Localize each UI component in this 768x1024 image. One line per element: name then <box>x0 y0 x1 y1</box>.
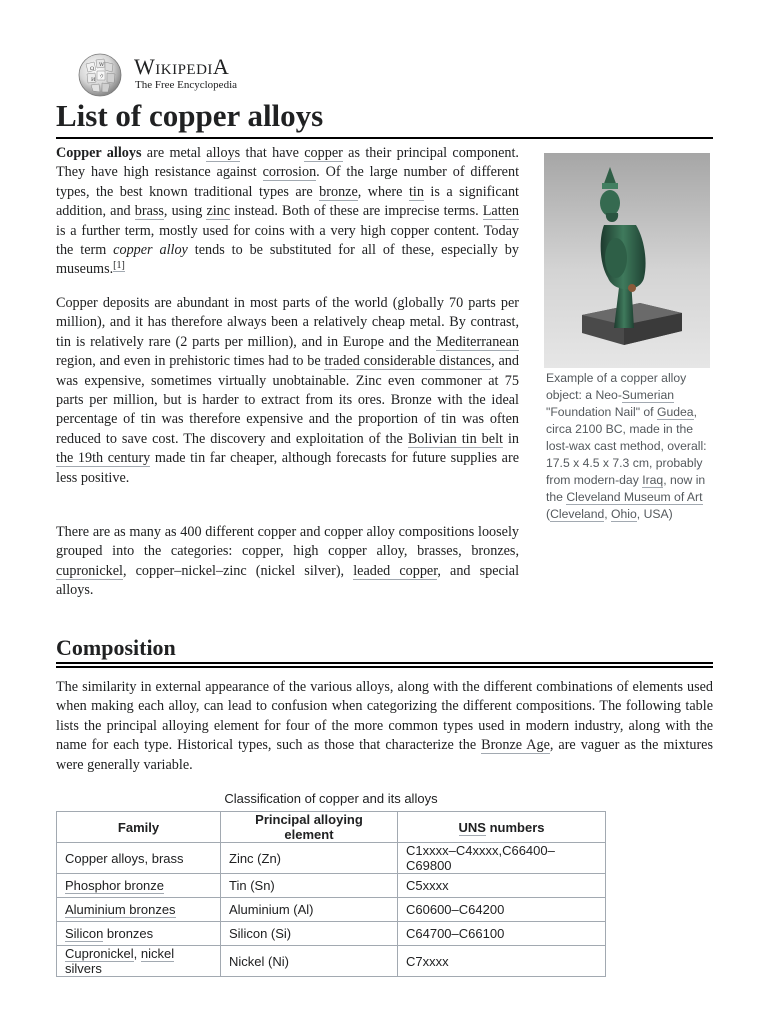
composition-paragraph <box>56 678 713 775</box>
link-19th-century[interactable]: the 19th century <box>56 450 151 467</box>
section-divider <box>56 662 713 664</box>
wordmark-initial: W <box>134 54 156 79</box>
link-mediterranean[interactable]: Mediterranean <box>436 333 519 350</box>
cell-uns: C60600–C64200 <box>398 898 606 922</box>
text-span: as their principal component. They have high resistance against <box>56 145 519 181</box>
cell-uns: C5xxxx <box>398 874 606 898</box>
classification-table <box>56 811 606 977</box>
text-span: , where <box>357 183 409 200</box>
link-cupronickel-table[interactable]: Cupronickel <box>65 946 134 961</box>
table-row <box>57 898 606 922</box>
link-alloys[interactable]: alloys <box>206 145 241 161</box>
wikipedia-wordmark[interactable] <box>134 55 229 79</box>
cell-family <box>57 898 221 922</box>
cell-element: Silicon (Si) <box>221 922 398 946</box>
text-span: Copper deposits are abundant in most parts of the world (globally 70 parts per million), and it has therefore always been a relatively cheap metal. By contrast, tin is relatively rare (2 parts per million), and in Europe and the <box>56 295 519 350</box>
text-span: instead. Both of these are imprecise terms. <box>230 203 483 220</box>
cell-uns: C1xxxx–C4xxxx,C66400–C69800 <box>398 843 606 874</box>
wordmark-final: A <box>212 54 230 79</box>
cell-element: Nickel (Ni) <box>221 946 398 977</box>
header-family: Family <box>57 812 221 843</box>
link-gudea[interactable]: Gudea <box>656 405 694 419</box>
text-span: , using <box>163 203 207 220</box>
text-span: There are as many as 400 different copper and copper alloy compositions loosely grouped into the categories: copper, high copper alloy, brasses, bronzes, <box>56 524 519 560</box>
text-span: in <box>502 430 519 447</box>
cell-uns: C64700–C66100 <box>398 922 606 946</box>
link-silicon[interactable]: Silicon <box>65 926 104 941</box>
intro-paragraph-2 <box>56 294 519 488</box>
link-leaded-copper[interactable]: leaded copper <box>353 562 438 579</box>
text-span: , circa 2100 BC, made in the lost-wax cast method, overall: 17.5 x 4.5 x 7.3 cm, probably from modern-day <box>546 405 707 487</box>
section-divider <box>56 666 713 668</box>
header-element: Principal alloying element <box>221 812 398 843</box>
cell-uns: C7xxxx <box>398 946 606 977</box>
link-cupronickel[interactable]: cupronickel <box>56 562 123 579</box>
page-title: List of copper alloys <box>56 98 324 133</box>
cell-element: Tin (Sn) <box>221 874 398 898</box>
text-span: that have <box>240 145 305 161</box>
link-traded-distances[interactable]: traded considerable distances <box>324 353 492 370</box>
reference-link[interactable]: [1] <box>113 259 125 271</box>
cell-family <box>57 874 221 898</box>
cell-element: Aluminium (Al) <box>221 898 398 922</box>
text-span: , are vaguer as the mixtures were generally variable. <box>56 737 713 773</box>
title-divider <box>56 137 713 139</box>
link-phosphor-bronze[interactable]: Phosphor bronze <box>65 878 165 893</box>
link-uns[interactable]: UNS <box>458 819 486 835</box>
text-span: ( <box>546 507 551 521</box>
text-span: , USA) <box>636 507 673 521</box>
wikipedia-tagline: The Free Encyclopedia <box>135 79 238 91</box>
text-span: , <box>604 507 612 521</box>
table-row <box>57 843 606 874</box>
intro-paragraph-1 <box>56 144 519 280</box>
intro-bold-term: Copper alloys <box>56 145 142 161</box>
text-span: , <box>133 946 141 961</box>
svg-text:W: W <box>99 62 105 68</box>
link-cleveland-museum[interactable]: Cleveland Museum of Art <box>566 490 703 504</box>
link-bronze-age[interactable]: Bronze Age <box>481 737 550 754</box>
table-row <box>57 874 606 898</box>
text-span: , and was expensive, sometimes virtually unobtainable. Zinc even commoner at 75 parts per million, but is harder to extract from its ores. Bronze with the ideal percentage of tin was therefore expensive and the proportion of tin was often reduced to save cost. The discovery and exploitation of the <box>56 353 519 447</box>
italic-term: copper alloy <box>113 242 188 259</box>
text-span: is a further term, mostly used for coins with a very high copper content. Today the term <box>56 222 519 259</box>
link-bolivian-tin-belt[interactable]: Bolivian tin belt <box>407 430 503 447</box>
link-corrosion[interactable]: corrosion <box>262 164 317 181</box>
cell-family <box>57 946 221 977</box>
wordmark-middle: ikipedi <box>155 54 213 79</box>
wikipedia-globe-logo[interactable] <box>74 52 126 98</box>
cell-family: Copper alloys, brass <box>57 843 221 874</box>
table-row <box>57 946 606 977</box>
text-span: bronzes <box>103 926 154 941</box>
link-sumerian[interactable]: Sumerian <box>621 388 675 402</box>
text-span: tends to be substituted for all of these, especially by museums. <box>56 242 519 278</box>
link-aluminium-bronzes[interactable]: Aluminium bronzes <box>65 902 176 917</box>
text-span: "Foundation Nail" of <box>546 405 657 419</box>
text-span: . Of the large number of different types, the best known traditional types are <box>56 164 520 200</box>
link-bronze[interactable]: bronze <box>319 183 358 200</box>
link-nickel-silvers[interactable]: nickel silvers <box>65 946 175 976</box>
text-span: region, and even in prehistoric times had to be <box>56 353 325 370</box>
table-header-row <box>57 812 606 843</box>
link-brass[interactable]: brass <box>134 203 164 220</box>
cell-family <box>57 922 221 946</box>
cell-element: Zinc (Zn) <box>221 843 398 874</box>
link-copper[interactable]: copper <box>304 145 343 161</box>
text-span: , copper–nickel–zinc (nickel silver), <box>122 562 354 579</box>
link-zinc[interactable]: zinc <box>206 203 231 220</box>
text-span: Example of a copper alloy object: a Neo- <box>546 371 687 402</box>
table-caption: Classification of copper and its alloys <box>224 791 438 806</box>
table-row <box>57 922 606 946</box>
foundation-nail-image[interactable] <box>544 153 710 368</box>
svg-text:Ω: Ω <box>90 66 95 72</box>
link-latten[interactable]: Latten <box>482 203 520 220</box>
text-span: The similarity in external appearance of the various alloys, along with the different combinations of elements used when making each alloy, can lead to confusion when categorizing the different compositions. The following table lists the principal alloying element for four of the more common types used in modern industry, along with the name for each type. Historical types, such as those that characterize the <box>56 679 713 754</box>
text-span: , now in the <box>546 473 706 504</box>
svg-text:И: И <box>91 77 96 83</box>
link-cleveland[interactable]: Cleveland <box>550 507 605 521</box>
link-iraq[interactable]: Iraq <box>642 473 664 487</box>
text-span: numbers <box>485 819 545 835</box>
text-span: are metal <box>141 145 207 161</box>
header-uns <box>398 812 606 843</box>
text-span: is a significant addition, and <box>56 183 519 220</box>
reference-1[interactable] <box>113 260 125 272</box>
svg-text:ウ: ウ <box>99 74 105 80</box>
intro-paragraph-3 <box>56 523 519 601</box>
text-span: made tin far cheaper, although forecasts for future supplies are less positive. <box>56 450 519 486</box>
section-heading-composition: Composition <box>56 635 176 660</box>
link-tin[interactable]: tin <box>408 183 424 200</box>
text-span: , and special alloys. <box>56 562 520 599</box>
figure-caption <box>546 370 710 523</box>
link-ohio[interactable]: Ohio <box>611 507 637 521</box>
